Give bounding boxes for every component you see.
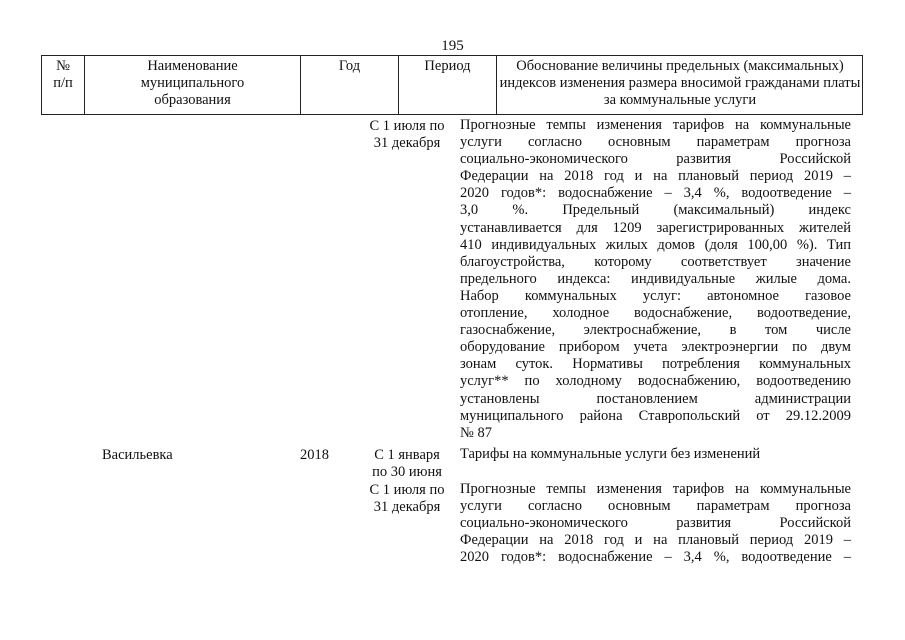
basis-line: предельного индекса: индивидуальные жилые дома. — [460, 270, 851, 287]
basis-line: услуги согласно основным параметрам прогноза — [460, 498, 851, 515]
row1-basis — [460, 117, 851, 442]
header-period: Период — [399, 56, 497, 114]
basis-line: благоустройства, которому соответствует значение — [460, 253, 851, 270]
row3-period: С 1 июля по 31 декабря — [369, 482, 445, 516]
basis-line: социально-экономического развития Российской — [460, 151, 851, 168]
row2-year: 2018 — [300, 447, 329, 463]
basis-line: 2020 годов*: водоснабжение – 3,4 %, водоотведение – — [460, 549, 851, 566]
basis-line: Федерации на 2018 год и на плановый период 2019 – — [460, 168, 851, 185]
basis-line: 3,0 %. Предельный (максимальный) индекс — [460, 202, 851, 219]
header-municipality: Наименование муниципального образования — [85, 56, 301, 114]
table-header — [41, 55, 863, 115]
basis-line: Прогнозные темпы изменения тарифов на коммунальные — [460, 117, 851, 133]
header-year: Год — [301, 56, 399, 114]
basis-line: муниципального района Ставропольский от 29.12.2009 — [460, 407, 851, 424]
basis-line: 410 индивидуальных жилых домов (доля 100,00 %). Тип — [460, 236, 851, 253]
basis-line: № 87 — [460, 424, 492, 441]
basis-line: услуги согласно основным параметрам прогноза — [460, 134, 851, 151]
row2-period: С 1 января по 30 июня — [372, 447, 442, 481]
row3-basis — [460, 481, 851, 566]
basis-line: газоснабжение, электроснабжение, в том числе — [460, 322, 851, 339]
page-number: 195 — [441, 38, 464, 54]
header-number: № п/п — [42, 56, 85, 114]
basis-line: Прогнозные темпы изменения тарифов на коммунальные — [460, 481, 851, 497]
basis-line: зонам суток. Нормативы потребления коммунальных — [460, 356, 851, 373]
header-basis: Обоснование величины предельных (максимальных) индексов изменения размера вносимой гражданами платы за коммунальные услуги — [499, 58, 861, 108]
basis-line: устанавливается для 1209 зарегистрированных жителей — [460, 219, 851, 236]
basis-line: социально-экономического развития Российской — [460, 515, 851, 532]
basis-line: отопление, холодное водоснабжение, водоотведение, — [460, 305, 851, 322]
row1-period: С 1 июля по 31 декабря — [369, 118, 445, 152]
basis-line: установлены постановлением администрации — [460, 390, 851, 407]
basis-line: услуг** по холодному водоснабжению, водоотведению — [460, 373, 851, 390]
basis-line: оборудование прибором учета электроэнергии по двум — [460, 339, 851, 356]
basis-line: Федерации на 2018 год и на плановый период 2019 – — [460, 532, 851, 549]
row2-municipality: Васильевка — [102, 447, 173, 463]
basis-line: Набор коммунальных услуг: автономное газовое — [460, 287, 851, 304]
row2-basis: Тарифы на коммунальные услуги без изменений — [460, 446, 761, 462]
basis-line: 2020 годов*: водоснабжение – 3,4 %, водоотведение – — [460, 185, 851, 202]
